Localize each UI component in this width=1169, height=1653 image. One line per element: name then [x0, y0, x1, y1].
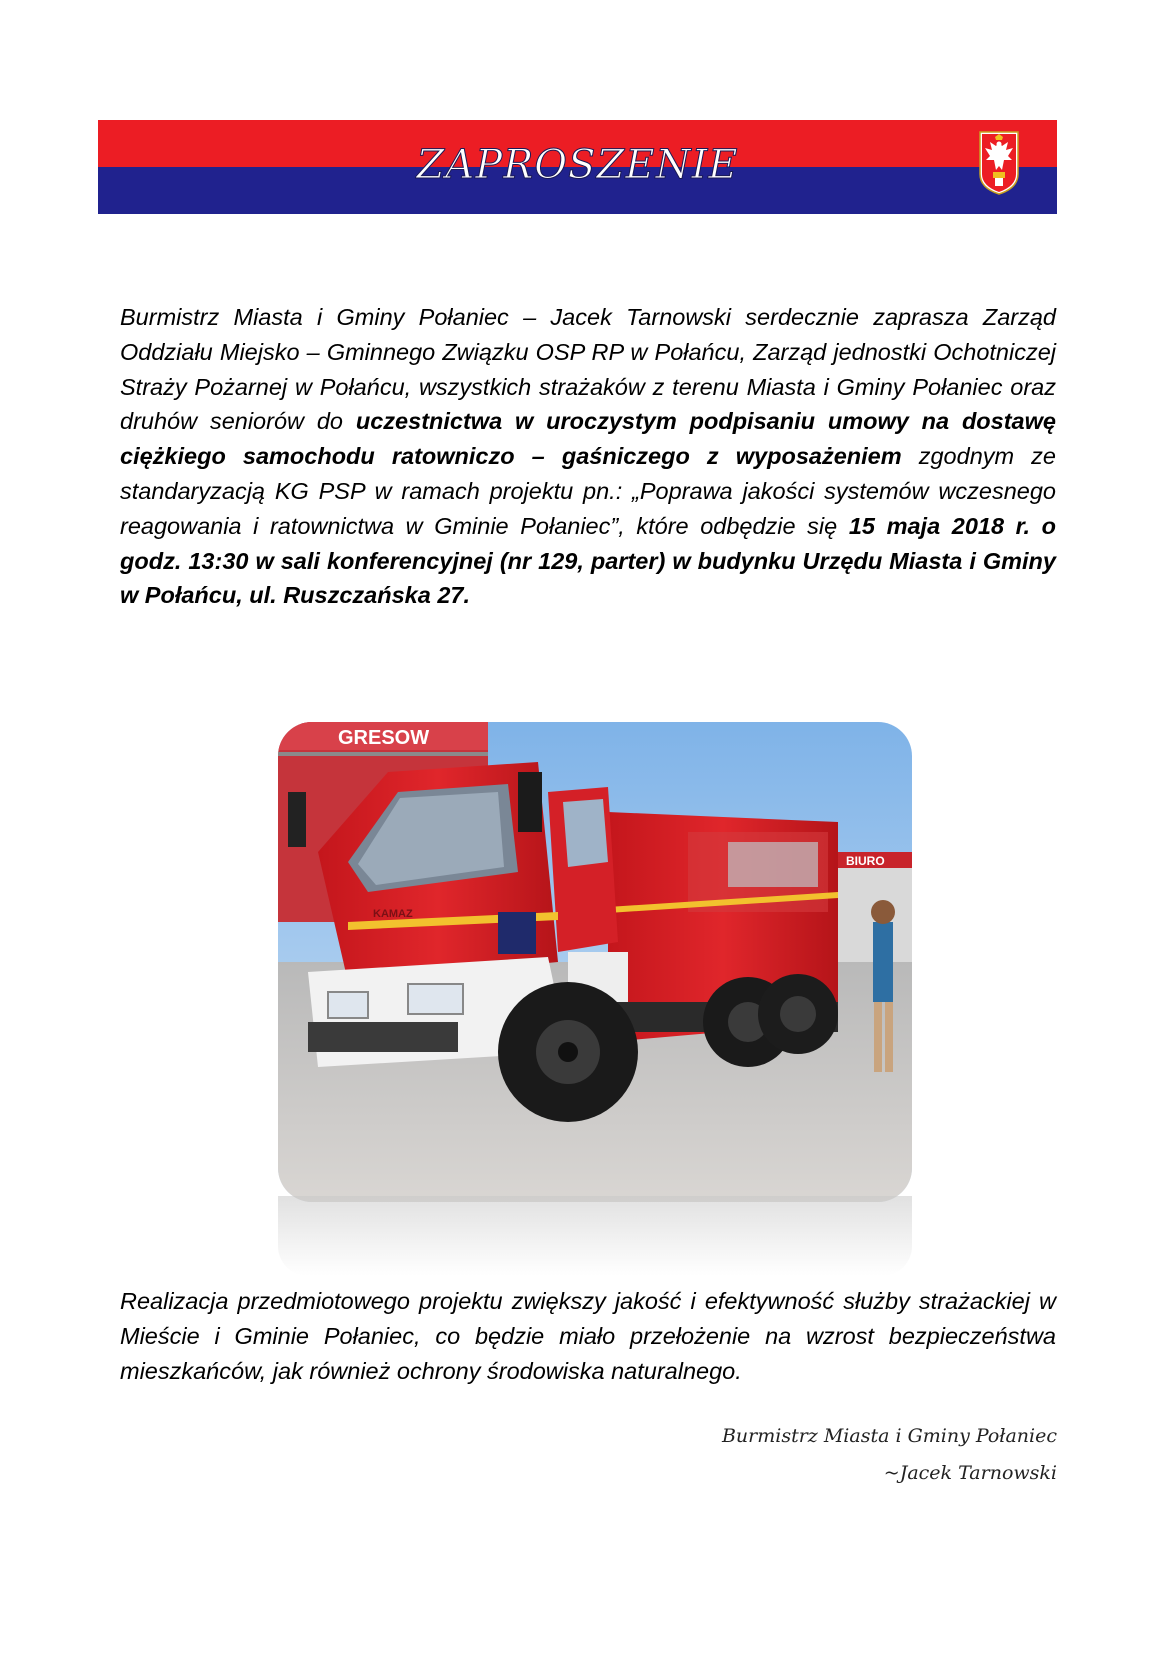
invitation-event: uczestnictwa w uroczystym podpisaniu umowy na dostawę ciężkiego samochodu ratowniczo – gaśniczego z wyposażeniem — [120, 408, 1056, 470]
photo-reflection — [278, 1196, 912, 1276]
invitation-intro: Burmistrz Miasta i Gminy Połaniec – Jacek Tarnowski serdecznie zaprasza Zarząd Oddziału Miejsko – Gminnego Związku OSP RP w Połańcu, Zarząd jednostki Ochotniczej Straży Pożarnej w Połańcu, wszystkich strażaków z terenu Miasta i Gminy Połaniec oraz druhów seniorów do — [120, 304, 1056, 435]
banner-title: ZAPROSZENIE — [416, 142, 739, 188]
eagle-coat-of-arms-icon — [978, 130, 1020, 196]
signature-name: ~Jacek Tarnowski — [883, 1462, 1057, 1484]
invitation-date-place: 15 maja 2018 r. o godz. 13:30 w sali konferencyjnej (nr 129, parter) w budynku Urzędu Miasta i Gminy w Połańcu, ul. Ruszczańska 27. — [120, 512, 1056, 609]
invitation-text — [120, 300, 1056, 613]
fire-truck-illustration — [278, 722, 912, 1202]
signature-title: Burmistrz Miasta i Gminy Połaniec — [721, 1425, 1057, 1447]
office-sign-text: BIURO — [846, 854, 885, 868]
fire-truck-photo — [278, 722, 912, 1202]
closing-text: Realizacja przedmiotowego projektu zwiększy jakość i efektywność służby strażackiej w Mieście i Gminie Połaniec, co będzie miało przełożenie na wzrost bezpieczeństwa mieszkańców, jak również ochrony środowiska naturalnego. — [120, 1288, 1056, 1384]
building-sign-text: GRESOW — [338, 727, 430, 749]
header-banner — [98, 120, 1057, 214]
cab-brand-text: KAMAZ — [373, 908, 413, 920]
invitation-project: zgodnym ze standaryzacją KG PSP w ramach projektu pn.: „Poprawa jakości systemów wczesnego reagowania i ratownictwa w Gminie Połaniec”, które odbędzie się — [120, 443, 1057, 539]
